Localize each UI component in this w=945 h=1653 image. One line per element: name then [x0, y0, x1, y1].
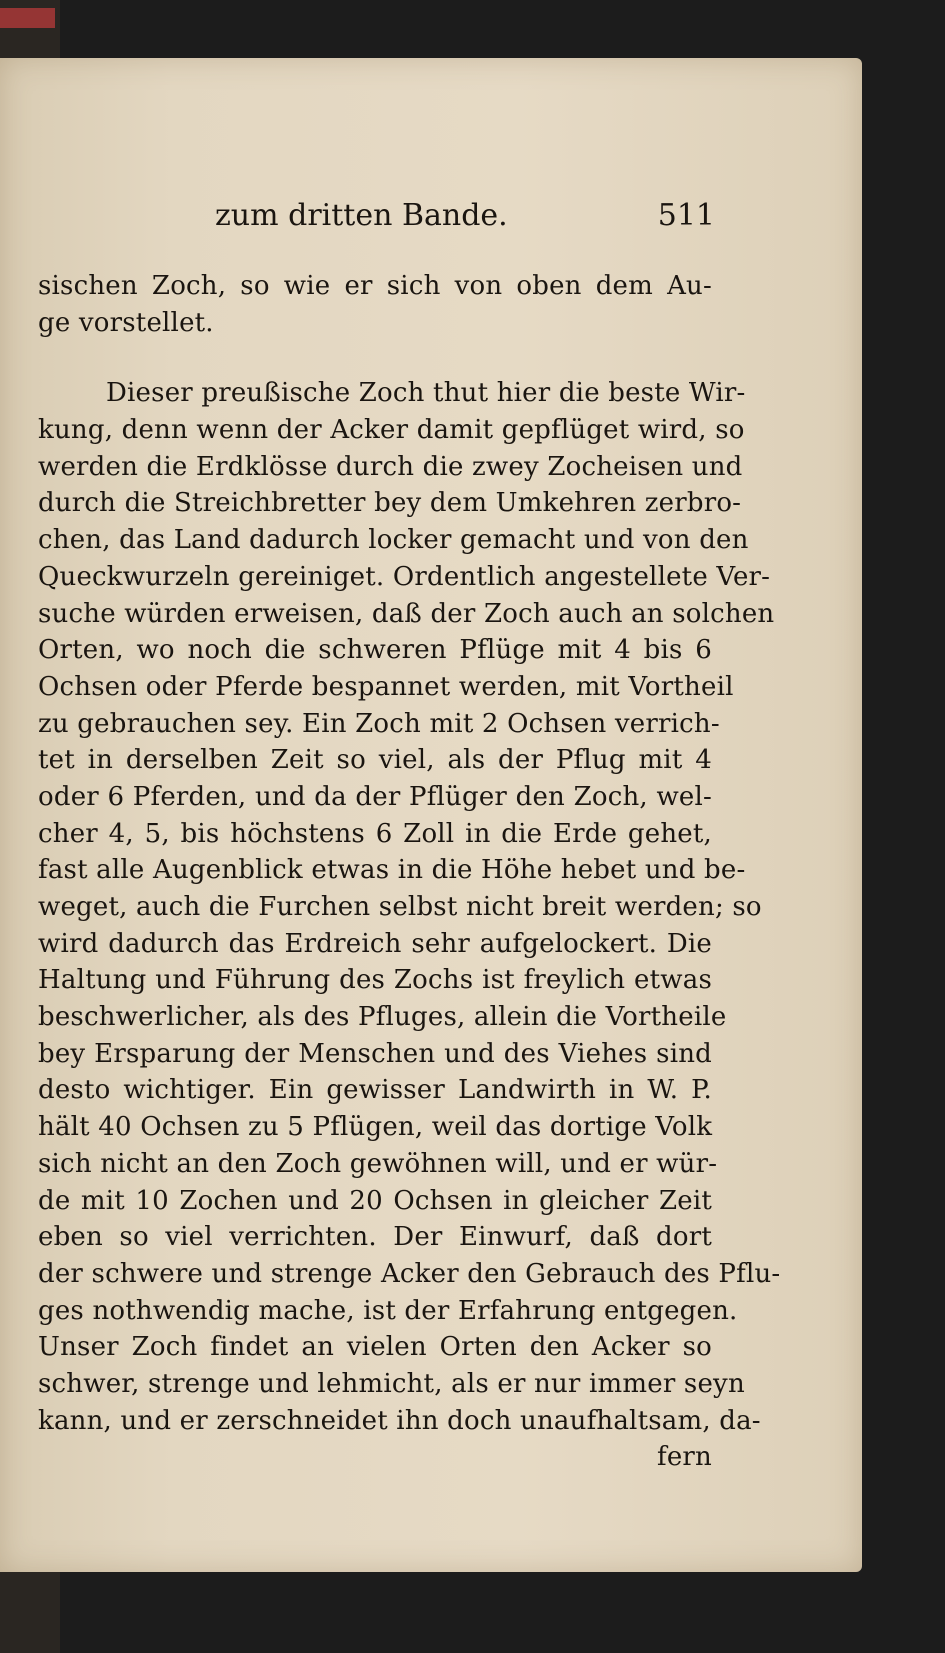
text-line: desto wichtiger. Ein gewisser Landwirth in W. P. — [38, 1075, 712, 1106]
text-line: Dieser preußische Zoch thut hier die beste Wir- — [106, 378, 746, 409]
text-line: bey Ersparung der Menschen und des Viehes sind — [38, 1038, 712, 1069]
bookmark-ribbon — [0, 8, 55, 28]
text-line: Haltung und Führung des Zochs ist freylich etwas — [38, 965, 712, 996]
text-line: der schwere und strenge Acker den Gebrauch des Pflu- — [38, 1258, 781, 1289]
text-line: cher 4, 5, bis höchstens 6 Zoll in die Erde gehet, — [38, 818, 712, 849]
page-header — [215, 198, 715, 238]
text-line: tet in derselben Zeit so viel, als der Pflug mit 4 — [38, 745, 712, 776]
text-line: schwer, strenge und lehmicht, als er nur immer seyn — [38, 1368, 745, 1399]
text-line: oder 6 Pferden, und da der Pflüger den Zoch, wel- — [38, 781, 712, 812]
text-line: hält 40 Ochsen zu 5 Pflügen, weil das dortige Volk — [38, 1112, 713, 1143]
text-line: suche würden erweisen, daß der Zoch auch an solchen — [38, 598, 775, 629]
page-number: 511 — [657, 198, 715, 233]
text-line: weget, auch die Furchen selbst nicht breit werden; so — [38, 892, 762, 922]
text-line: werden die Erdklösse durch die zwey Zocheisen und — [38, 451, 743, 482]
text-line: kung, denn wenn der Acker damit gepflüget wird, so — [38, 415, 745, 446]
text-line: Orten, wo noch die schweren Pflüge mit 4 bis 6 — [38, 635, 712, 666]
text-line: wird dadurch das Erdreich sehr aufgelockert. Die — [38, 928, 712, 959]
text-line: chen, das Land dadurch locker gemacht und von den — [38, 525, 749, 556]
text-line: Queckwurzeln gereiniget. Ordentlich angestellete Ver- — [38, 561, 771, 592]
text-line: ge vorstellet. — [38, 307, 214, 338]
catchword: fern — [657, 1442, 712, 1473]
text-line: de mit 10 Zochen und 20 Ochsen in gleicher Zeit — [38, 1185, 712, 1216]
text-line: Ochsen oder Pferde bespannet werden, mit Vortheil — [38, 671, 734, 702]
text-line: kann, und er zerschneidet ihn doch unaufhaltsam, da- — [38, 1405, 761, 1436]
text-line: durch die Streichbretter bey dem Umkehren zerbro- — [38, 488, 742, 519]
book-page — [0, 58, 862, 1572]
text-line: ges nothwendig mache, ist der Erfahrung entgegen. — [38, 1295, 738, 1326]
text-line: eben so viel verrichten. Der Einwurf, daß dort — [38, 1222, 712, 1253]
text-line: sich nicht an den Zoch gewöhnen will, und er wür- — [38, 1148, 718, 1179]
text-line: sischen Zoch, so wie er sich von oben dem Au- — [38, 271, 712, 301]
text-line: Unser Zoch findet an vielen Orten den Acker so — [38, 1332, 712, 1363]
running-title: zum dritten Bande. — [215, 198, 508, 233]
text-line: zu gebrauchen sey. Ein Zoch mit 2 Ochsen verrich- — [38, 708, 720, 739]
text-line: fast alle Augenblick etwas in die Höhe hebet und be- — [38, 855, 746, 886]
page-body — [38, 268, 781, 1476]
text-line: beschwerlicher, als des Pfluges, allein die Vortheile — [38, 1002, 727, 1033]
